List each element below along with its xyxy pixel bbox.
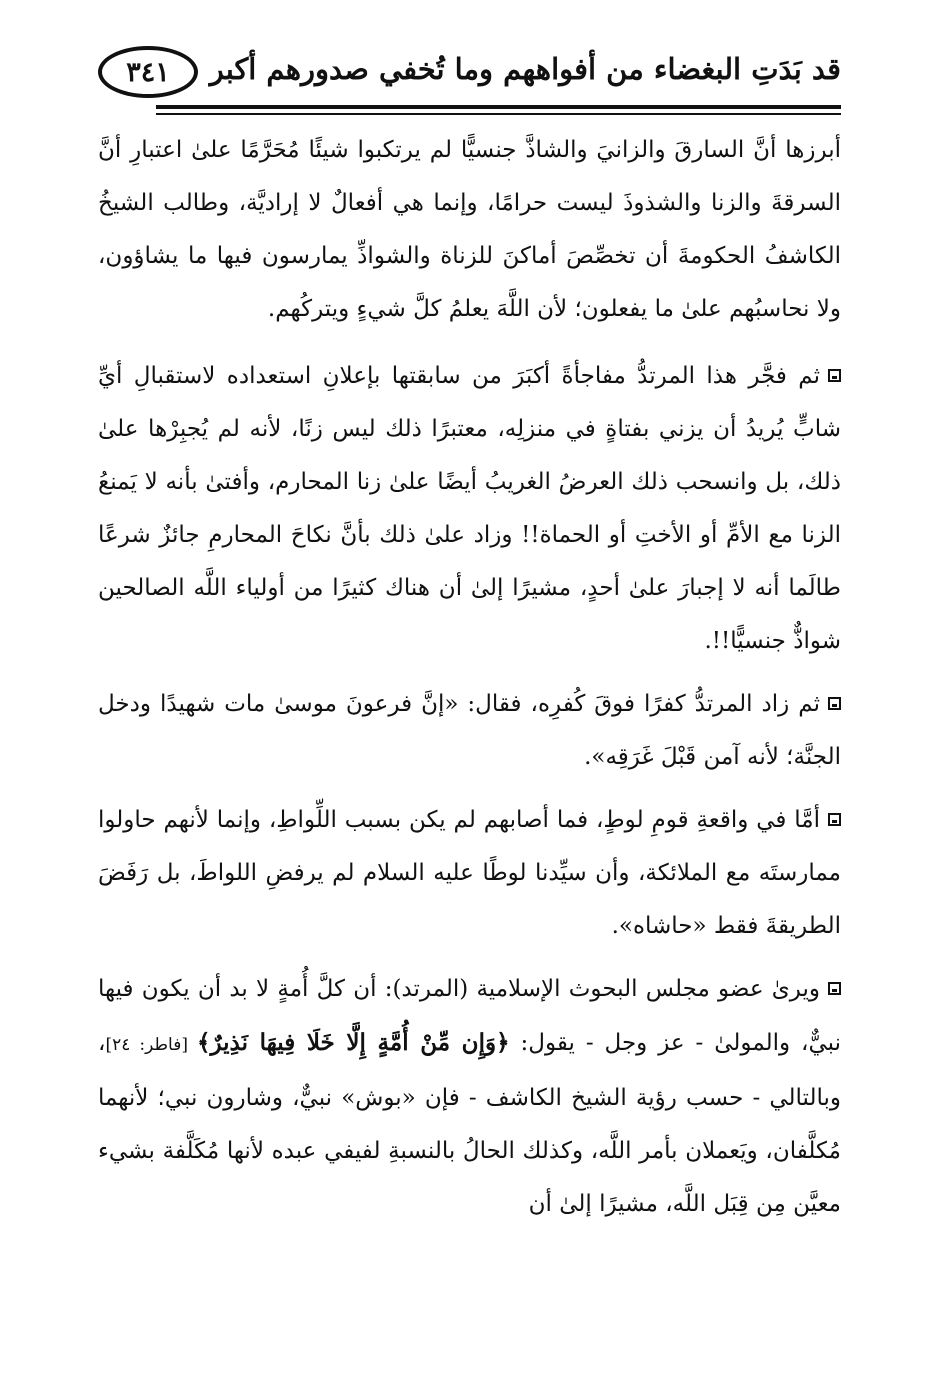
square-bullet-icon — [828, 813, 841, 826]
paragraph-text: أمَّا في واقعةِ قومِ لوطٍ، فما أصابهم لم يكن بسبب اللِّواطِ، وإنما لأنهم حاولوا ممارستَه مع الملائكة، وأن سيِّدنا لوطًا عليه السلام لم يرفضِ اللواطَ، بل رَفَضَ الطريقةَ فقط «حاشاه». — [98, 807, 841, 939]
verse-citation: [فاطر: ٢٤] — [105, 1035, 197, 1055]
square-bullet-icon — [828, 369, 841, 382]
paragraph-1 — [98, 124, 841, 336]
square-bullet-icon — [828, 697, 841, 710]
paragraph-text: أبرزها أنَّ السارقَ والزانيَ والشاذَّ جنسيًّا لم يرتكبوا شيئًا مُحَرَّمًا علىٰ اعتبارِ أنَّ السرقةَ والزنا والشذوذَ ليست حرامًا، وإنما هي أفعالٌ لا إراديَّة، وطالب الشيخُ الكاشفُ الحكومةَ أن تخصِّصَ أماكنَ للزناة والشواذِّ يمارسون فيها ما يشاؤون، ولا نحاسبُهم علىٰ ما يفعلون؛ لأن اللَّهَ يعلمُ كلَّ شيءٍ ويتركُهم. — [98, 137, 841, 322]
header-rule-thin — [156, 113, 841, 115]
paragraph-text: ثم زاد المرتدُّ كفرًا فوقَ كُفرِه، فقال: «إنَّ فرعونَ موسىٰ مات شهيدًا ودخل الجنَّة؛ لأنه آمن قَبْلَ غَرَقِه». — [98, 691, 841, 770]
square-bullet-icon — [828, 982, 841, 995]
page-number: ٣٤١ — [126, 56, 170, 88]
page-number-oval — [98, 46, 198, 98]
paragraph-text: ويرىٰ عضو مجلس البحوث الإسلامية (المرتد): أن كلَّ أُمةٍ لا بد أن يكون فيها نبيٌّ، والمولىٰ - عز وجل - يقول: — [98, 976, 841, 1056]
running-title: قد بَدَتِ البغضاء من أفواههم وما تُخفي صدورهم أكبر — [209, 52, 841, 86]
body-text — [98, 124, 841, 1241]
paragraph-4 — [98, 794, 841, 953]
quran-verse: ﴿وَإِن مِّنْ أُمَّةٍ إِلَّا خَلَا فِيهَا نَذِيرٌ﴾ — [196, 1029, 510, 1056]
paragraph-3 — [98, 678, 841, 784]
header-rule-thick — [156, 105, 841, 109]
page-header — [96, 46, 841, 116]
paragraph-5 — [98, 963, 841, 1231]
paragraph-2 — [98, 350, 841, 668]
paragraph-text: ثم فجَّر هذا المرتدُّ مفاجأةً أكبَرَ من سابقتها بإعلانِ استعداده لاستقبالِ أيِّ شابٍّ يُريدُ أن يزني بفتاةٍ في منزلِه، معتبرًا ذلك ليس زنًا، لأنه لم يُجبِرْها علىٰ ذلك، بل وانسحب ذلك العرضُ الغريبُ أيضًا علىٰ زنا المحارم، وأفتىٰ بأنه لا يَمنعُ الزنا مع الأمِّ أو الأختِ أو الحماة!! وزاد علىٰ ذلك بأنَّ نكاحَ المحارمِ جائزٌ شرعًا طالَما أنه لا إجبارَ علىٰ أحدٍ، مشيرًا إلىٰ أن هناك كثيرًا من أولياء اللَّه الصالحين شواذٌّ جنسيًّا!!. — [98, 363, 841, 654]
paragraph-text-continued: ، وبالتالي - حسب رؤية الشيخ الكاشف - فإن «بوش» نبيٌّ، وشارون نبي؛ لأنهما مُكلَّفان، ويَعملان بأمر اللَّه، وكذلك الحالُ بالنسبةِ لفيفي عبده لأنها مُكَلَّفة بشيء معيَّن مِن قِبَل اللَّه، مشيرًا إلىٰ أن — [98, 1030, 841, 1217]
